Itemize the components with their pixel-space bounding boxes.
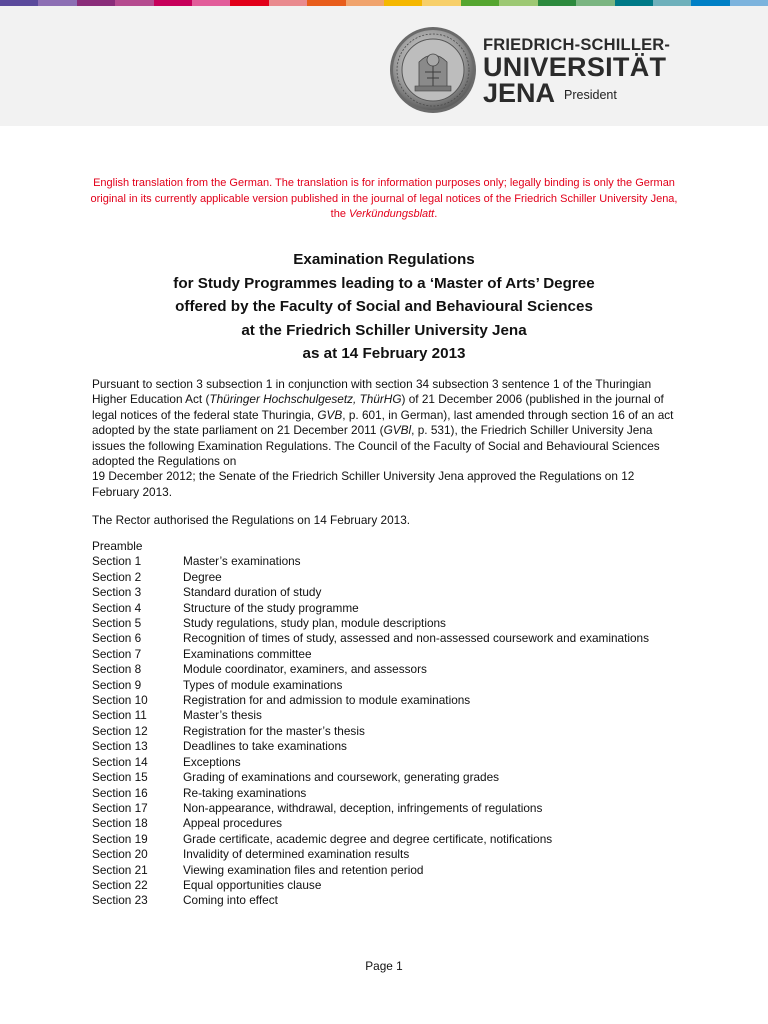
toc-row: [92, 554, 682, 569]
toc-section-number: Section 14: [92, 754, 148, 769]
toc-section-number: Section 3: [92, 585, 142, 600]
toc-section-title: Types of module examinations: [183, 677, 343, 692]
toc-row: [92, 724, 682, 739]
toc-section-number: Section 12: [92, 723, 148, 738]
toc-row: [92, 570, 682, 585]
toc-list: [92, 554, 682, 908]
intro-text: , p. 531), the Friedrich Schiller University Jena issues the following Examination Regulations. The Council of the Faculty of Social and Behavioural Sciences adopted the Regulations on: [92, 423, 660, 469]
toc-section-title: Structure of the study programme: [183, 600, 359, 615]
title-line: Examination Regulations: [293, 251, 475, 268]
toc-section-number: Section 1: [92, 554, 142, 569]
toc-section-title: Standard duration of study: [183, 585, 322, 600]
toc-row: [92, 893, 682, 908]
toc-section-number: Section 18: [92, 816, 148, 831]
logo-jena: JENA: [483, 78, 556, 108]
document-title: [70, 248, 698, 366]
intro-text: Pursuant to section 3 subsection 1 in conjunction with section 34 subsection 3 sentence 1 of the Thuringian Higher Education Act (: [92, 377, 652, 407]
intro-text: ) of 21 December 2006 (published in the journal of legal notices of the federal state Thuringia,: [92, 392, 664, 422]
toc-section-title: Registration for the master’s thesis: [183, 723, 365, 738]
toc-row: [92, 832, 682, 847]
toc-section-title: Non-appearance, withdrawal, deception, infringements of regulations: [183, 800, 543, 815]
toc-row: [92, 631, 682, 646]
toc-row: [92, 585, 682, 600]
page-number: Page 1: [365, 959, 403, 973]
toc-row: [92, 647, 682, 662]
toc-section-number: Section 2: [92, 569, 142, 584]
logo-line-3: [483, 80, 670, 112]
toc-section-title: Deadlines to take examinations: [183, 739, 347, 754]
intro-italic: GVB: [317, 407, 343, 422]
toc-section-title: Master’s thesis: [183, 708, 262, 723]
toc-row: [92, 863, 682, 878]
toc-section-title: Grade certificate, academic degree and degree certificate, notifications: [183, 831, 553, 846]
logo-line-1: FRIEDRICH-SCHILLER-: [483, 36, 671, 54]
toc-section-title: Re-taking examinations: [183, 785, 307, 800]
toc-section-title: Viewing examination files and retention period: [183, 862, 424, 877]
toc-section-title: Master’s examinations: [183, 554, 301, 569]
intro-italic: GVBl: [383, 423, 412, 438]
toc-section-number: Section 23: [92, 893, 148, 908]
translation-notice: [90, 176, 678, 223]
toc-section-number: Section 4: [92, 600, 142, 615]
title-line: as at 14 February 2013: [302, 345, 466, 362]
university-seal-icon: [389, 26, 477, 114]
toc-row: [92, 616, 682, 631]
toc-row: [92, 786, 682, 801]
toc-row: [92, 739, 682, 754]
toc-section-number: Section 9: [92, 677, 142, 692]
toc-section-number: Section 19: [92, 831, 148, 846]
toc-row: [92, 878, 682, 893]
document-header: [0, 6, 768, 126]
title-line: offered by the Faculty of Social and Behavioural Sciences: [175, 298, 593, 315]
toc-section-title: Exceptions: [183, 754, 241, 769]
toc-row: [92, 801, 682, 816]
rector-paragraph: The Rector authorised the Regulations on 14 February 2013.: [92, 513, 411, 527]
intro-text: , p. 601, in German), last amended through section 16 of an act adopted by the state parliament on 21 December 2011 (: [92, 407, 674, 438]
toc-row: [92, 662, 682, 677]
toc-section-title: Registration for and admission to module examinations: [183, 693, 471, 708]
toc-row: [92, 755, 682, 770]
toc-preamble: Preamble: [92, 539, 143, 553]
toc-row: [92, 693, 682, 708]
toc-section-number: Section 7: [92, 646, 142, 661]
toc-row: [92, 816, 682, 831]
toc-section-number: Section 22: [92, 877, 148, 892]
toc-section-number: Section 13: [92, 739, 148, 754]
notice-text: English translation from the German. The translation is for information purposes only; legally binding is only the German original in its currently applicable version published in the journal of legal notices of the Friedrich Schiller University Jena, the: [90, 177, 678, 220]
toc-section-number: Section 17: [92, 800, 148, 815]
toc-section-number: Section 5: [92, 616, 142, 631]
toc-row: [92, 601, 682, 616]
toc-section-number: Section 11: [92, 708, 147, 723]
toc-section-title: Recognition of times of study, assessed and non-assessed coursework and examinations: [183, 631, 650, 646]
toc-section-title: Equal opportunities clause: [183, 877, 322, 892]
toc-section-title: Coming into effect: [183, 893, 278, 908]
university-logo-text: [483, 36, 670, 112]
notice-end: .: [434, 208, 438, 220]
toc-section-title: Appeal procedures: [183, 816, 283, 831]
toc-section-title: Degree: [183, 569, 222, 584]
toc-section-number: Section 6: [92, 631, 142, 646]
title-line: for Study Programmes leading to a ‘Master of Arts’ Degree: [173, 274, 595, 292]
notice-italic: Verkündungsblatt: [349, 208, 435, 220]
toc-section-title: Study regulations, study plan, module descriptions: [183, 616, 446, 631]
toc-section-number: Section 10: [92, 693, 148, 708]
intro-text: 19 December 2012; the Senate of the Friedrich Schiller University Jena approved the Regulations on 12 February 2013.: [92, 469, 635, 499]
table-of-contents: [92, 539, 682, 909]
toc-section-number: Section 15: [92, 770, 148, 785]
logo-line-2: UNIVERSITÄT: [483, 52, 667, 82]
toc-section-title: Invalidity of determined examination results: [183, 847, 410, 862]
title-line: at the Friedrich Schiller University Jena: [241, 321, 527, 339]
toc-row: [92, 847, 682, 862]
intro-italic: Thüringer Hochschulgesetz, ThürHG: [209, 392, 402, 407]
toc-section-title: Grading of examinations and coursework, generating grades: [183, 770, 500, 785]
office-label: President: [564, 88, 617, 102]
intro-paragraph: [92, 377, 682, 500]
toc-section-title: Module coordinator, examiners, and assessors: [183, 662, 427, 677]
toc-section-number: Section 16: [92, 785, 148, 800]
toc-section-number: Section 20: [92, 847, 148, 862]
toc-row: [92, 770, 682, 785]
toc-row: [92, 678, 682, 693]
toc-section-number: Section 8: [92, 662, 142, 677]
toc-row: [92, 708, 682, 723]
toc-section-title: Examinations committee: [183, 646, 312, 661]
toc-section-number: Section 21: [92, 862, 148, 877]
